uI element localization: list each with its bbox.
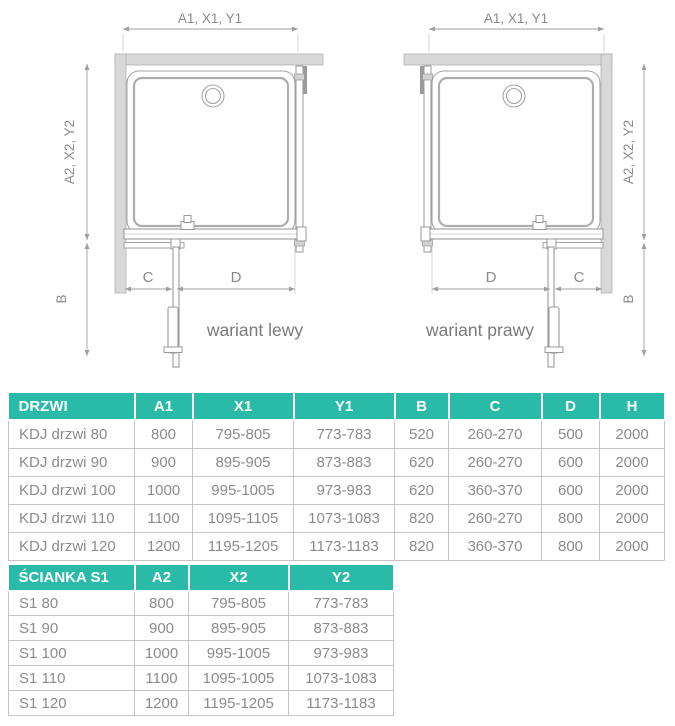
left-variant-caption: wariant lewy — [206, 320, 304, 340]
table-row — [9, 666, 394, 691]
dim-label-d: D — [230, 269, 242, 286]
row-label-cell: KDJ drzwi 90 — [9, 448, 135, 476]
value-cell: 1173-1183 — [294, 532, 395, 560]
value-cell: 1000 — [135, 641, 189, 666]
value-cell: 2000 — [600, 504, 665, 532]
dim-label-c: C — [142, 269, 154, 286]
dim-label-a2x2y2: A2, X2, Y2 — [62, 119, 77, 185]
value-cell: 800 — [542, 504, 600, 532]
value-cell: 1073-1083 — [294, 504, 395, 532]
column-header: A1 — [135, 393, 193, 420]
value-cell: 1073-1083 — [289, 666, 394, 691]
dim-label-a1x1y1: A1, X1, Y1 — [483, 11, 549, 26]
value-cell: 1100 — [135, 666, 189, 691]
value-cell: 820 — [395, 504, 449, 532]
value-cell: 1195-1205 — [193, 532, 294, 560]
dim-label-c: C — [573, 269, 585, 286]
value-cell: 1095-1105 — [193, 504, 294, 532]
column-header: C — [449, 393, 542, 420]
column-header: DRZWI — [9, 393, 135, 420]
value-cell: 1173-1183 — [289, 691, 394, 716]
panels-dimension-table — [8, 565, 395, 717]
column-header: Y2 — [289, 565, 394, 591]
value-cell: 1100 — [135, 504, 193, 532]
value-cell: 820 — [395, 532, 449, 560]
value-cell: 260-270 — [449, 420, 542, 448]
table-row — [9, 691, 394, 716]
value-cell: 500 — [542, 420, 600, 448]
column-header: B — [395, 393, 449, 420]
value-cell: 600 — [542, 448, 600, 476]
value-cell: 900 — [135, 616, 189, 641]
column-header: A2 — [135, 565, 189, 591]
dimension-tables — [8, 393, 666, 716]
doors-table-header-row — [9, 393, 665, 420]
value-cell: 1000 — [135, 476, 193, 504]
value-cell: 2000 — [600, 532, 665, 560]
value-cell: 773-783 — [294, 420, 395, 448]
row-label-cell: S1 120 — [9, 691, 135, 716]
value-cell: 620 — [395, 448, 449, 476]
value-cell: 895-905 — [193, 448, 294, 476]
value-cell: 773-783 — [289, 591, 394, 616]
value-cell: 895-905 — [189, 616, 289, 641]
column-header: D — [542, 393, 600, 420]
table-row — [9, 504, 665, 532]
value-cell: 1200 — [135, 532, 193, 560]
value-cell: 973-983 — [294, 476, 395, 504]
dim-label-d: D — [485, 269, 497, 286]
value-cell: 800 — [135, 420, 193, 448]
value-cell: 995-1005 — [189, 641, 289, 666]
value-cell: 1095-1005 — [189, 666, 289, 691]
column-header: X2 — [189, 565, 289, 591]
row-label-cell: S1 100 — [9, 641, 135, 666]
row-label-cell: S1 110 — [9, 666, 135, 691]
value-cell: 2000 — [600, 476, 665, 504]
value-cell: 260-270 — [449, 504, 542, 532]
right-variant-drawing — [404, 11, 644, 367]
value-cell: 800 — [135, 591, 189, 616]
value-cell: 795-805 — [189, 591, 289, 616]
table-row — [9, 591, 394, 616]
column-header: Y1 — [294, 393, 395, 420]
row-label-cell: KDJ drzwi 80 — [9, 420, 135, 448]
table-row — [9, 448, 665, 476]
row-label-cell: KDJ drzwi 100 — [9, 476, 135, 504]
table-row — [9, 641, 394, 666]
row-label-cell: KDJ drzwi 120 — [9, 532, 135, 560]
table-row — [9, 532, 665, 560]
column-header: ŚCIANKA S1 — [9, 565, 135, 591]
value-cell: 973-983 — [289, 641, 394, 666]
value-cell: 900 — [135, 448, 193, 476]
table-row — [9, 420, 665, 448]
value-cell: 1200 — [135, 691, 189, 716]
column-header: X1 — [193, 393, 294, 420]
doors-dimension-table — [8, 393, 666, 561]
column-header: H — [600, 393, 665, 420]
value-cell: 600 — [542, 476, 600, 504]
table-row — [9, 476, 665, 504]
panels-table-header-row — [9, 565, 394, 591]
value-cell: 360-370 — [449, 532, 542, 560]
value-cell: 1195-1205 — [189, 691, 289, 716]
value-cell: 520 — [395, 420, 449, 448]
value-cell: 800 — [542, 532, 600, 560]
dim-label-b: B — [54, 294, 69, 304]
row-label-cell: S1 90 — [9, 616, 135, 641]
dim-label-b: B — [621, 294, 636, 304]
right-variant-caption: wariant prawy — [426, 320, 534, 340]
dim-label-a2x2y2: A2, X2, Y2 — [621, 119, 636, 185]
value-cell: 620 — [395, 476, 449, 504]
value-cell: 2000 — [600, 448, 665, 476]
table-row — [9, 616, 394, 641]
value-cell: 873-883 — [289, 616, 394, 641]
row-label-cell: KDJ drzwi 110 — [9, 504, 135, 532]
value-cell: 795-805 — [193, 420, 294, 448]
dim-label-a1x1y1: A1, X1, Y1 — [177, 11, 243, 26]
value-cell: 873-883 — [294, 448, 395, 476]
value-cell: 360-370 — [449, 476, 542, 504]
value-cell: 2000 — [600, 420, 665, 448]
left-variant-drawing — [54, 11, 323, 367]
row-label-cell: S1 80 — [9, 591, 135, 616]
value-cell: 995-1005 — [193, 476, 294, 504]
value-cell: 260-270 — [449, 448, 542, 476]
